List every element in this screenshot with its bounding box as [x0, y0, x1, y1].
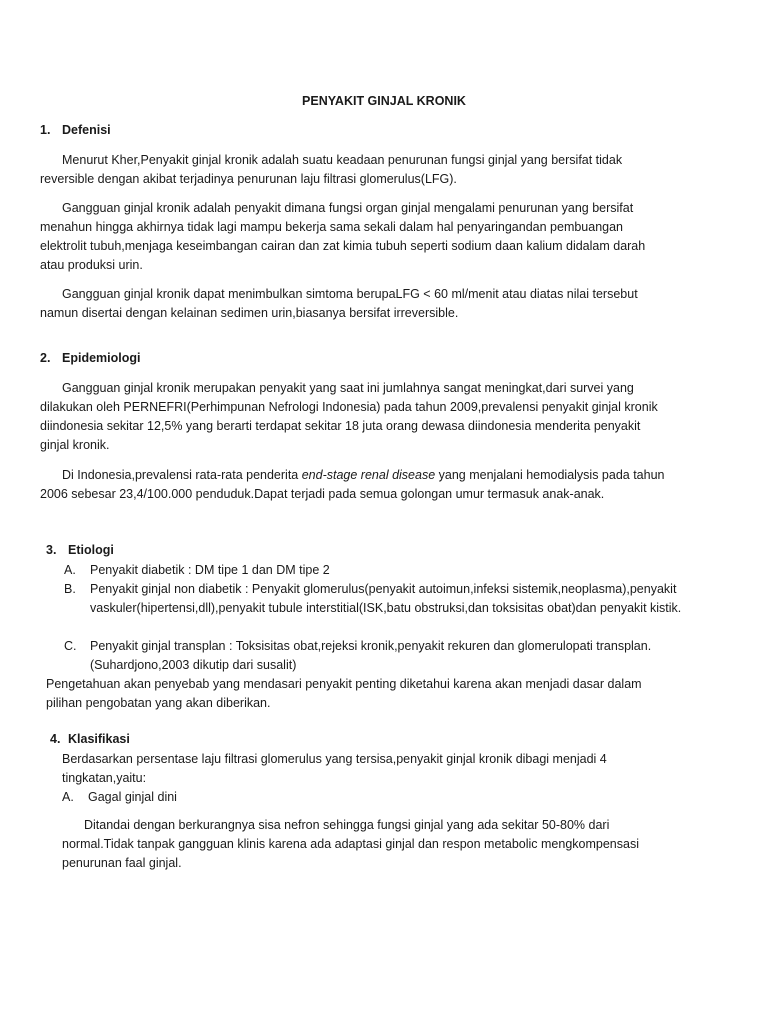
section-number: 4. — [50, 732, 61, 746]
emphasis-term: end-stage renal disease — [301, 468, 436, 482]
paragraph: Gangguan ginjal kronik merupakan penyakit yang saat ini jumlahnya sangat meningkat,dari survei yang dilakukan oleh PERNEFRI(Perhimpunan Nefrologi Indonesia) pada tahun 2009,prevalensi penyakit ginjal kronik diindonesia sekitar 12,5% yang berarti terdapat sekitar 18 juta orang dewasa diindonesia menderita penyakit ginjal kronik. — [40, 381, 658, 452]
paragraph: Pengetahuan akan penyebab yang mendasari penyakit penting diketahui karena akan menjadi dasar dalam pilihan pengobatan yang akan diberikan. — [46, 677, 642, 710]
section-number: 3. — [46, 543, 57, 557]
section-title: Epidemiologi — [62, 351, 141, 365]
list-item: A. Gagal ginjal dini — [88, 788, 648, 807]
list-item: B. Penyakit ginjal non diabetik : Penyakit glomerulus(penyakit autoimun,infeksi sistemik,neoplasma),penyakit vaskuler(hipertensi,dll),penyakit tubule interstitial(ISK,batu obstruksi,dan toksisitas obat)dan penyakit kistik. — [64, 582, 682, 615]
list-marker: A. — [64, 563, 76, 577]
list-marker: C. — [64, 639, 77, 653]
list-item: C. Penyakit ginjal transplan : Toksisitas obat,rejeksi kronik,penyakit rekuren dan glomerulopati transplan.(Suhardjono,2003 dikutip dari susalit) — [64, 639, 652, 672]
section-title: Defenisi — [62, 123, 111, 137]
section-2-heading — [40, 351, 140, 365]
paragraph: Berdasarkan persentase laju filtrasi glomerulus yang tersisa,penyakit ginjal kronik dibagi menjadi 4 tingkatan,yaitu: — [62, 752, 607, 785]
section-4-heading — [50, 732, 130, 746]
list-marker: A. — [62, 790, 74, 804]
document-title: PENYAKIT GINJAL KRONIK — [302, 94, 466, 108]
paragraph: Gangguan ginjal kronik dapat menimbulkan simtoma berupaLFG < 60 ml/menit atau diatas nilai tersebut namun disertai dengan kelainan sedimen urin,biasanya bersifat irreversible. — [40, 287, 638, 320]
section-3-heading — [46, 543, 114, 557]
section-number: 1. — [40, 123, 51, 137]
paragraph: Menurut Kher,Penyakit ginjal kronik adalah suatu keadaan penurunan fungsi ginjal yang bersifat tidak reversible dengan akibat terjadinya penurunan laju filtrasi glomerulus(LFG). — [40, 153, 623, 186]
paragraph: Ditandai dengan berkurangnya sisa nefron sehingga fungsi ginjal yang ada sekitar 50-80% dari normal.Tidak tanpak gangguan klinis karena ada adaptasi ginjal dan respon metabolic mengkompensasi penurunan faal ginjal. — [62, 818, 639, 870]
section-title: Klasifikasi — [68, 732, 130, 746]
section-1-heading — [40, 123, 111, 137]
paragraph: Gangguan ginjal kronik adalah penyakit dimana fungsi organ ginjal mengalami penurunan yang bersifat menahun hingga akhirnya tidak lagi mampu bekerja sama sekali dalam hal penyaringandan pembuangan elektrolit tubuh,menjaga keseimbangan cairan dan zat kimia tubuh seperti sodium daan kalium didalam darah atau produksi urin. — [40, 201, 646, 272]
list-item: A. Penyakit diabetik : DM tipe 1 dan DM tipe 2 — [90, 561, 690, 580]
section-number: 2. — [40, 351, 51, 365]
paragraph: Di Indonesia,prevalensi rata-rata penderita end-stage renal disease yang menjalani hemodialysis pada tahun 2006 sebesar 23,4/100.000 penduduk.Dapat terjadi pada semua golongan umur termasuk anak-anak. — [40, 468, 665, 501]
list-marker: B. — [64, 582, 76, 596]
section-title: Etiologi — [68, 543, 114, 557]
